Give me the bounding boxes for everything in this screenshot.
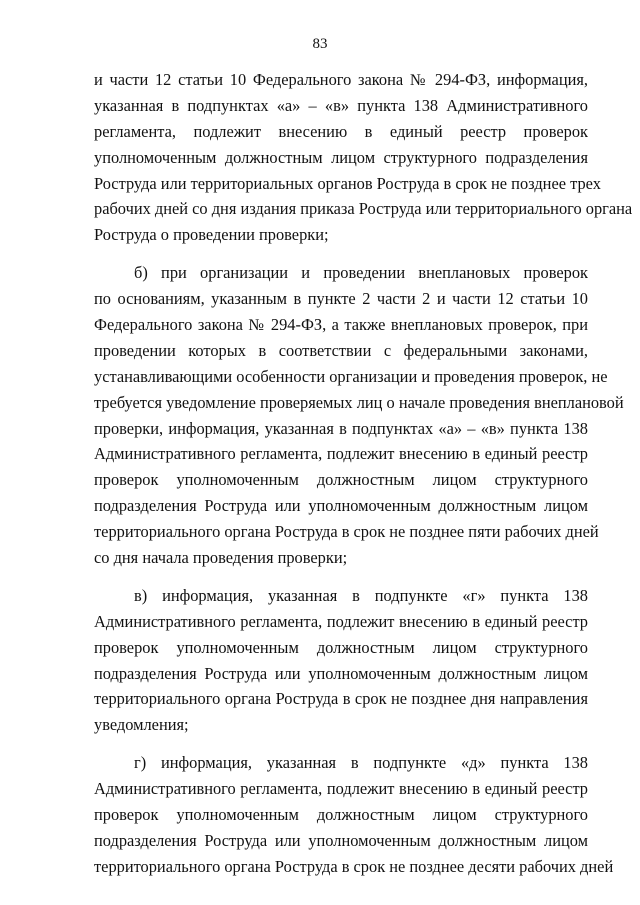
text-line: Административного регламента, подлежит внесению в единый реестр — [94, 779, 588, 799]
text-line: уведомления; — [94, 715, 189, 735]
document-body — [94, 67, 633, 880]
text-line: и части 12 статьи 10 Федерального закона № 294-ФЗ, информация, — [94, 70, 588, 89]
text-line: со дня начала проведения проверки; — [94, 548, 348, 568]
text-line: территориального органа Роструда в срок не позднее десяти рабочих дней — [94, 856, 614, 876]
paragraph-b — [94, 260, 624, 571]
text-line: подразделения Роструда или уполномоченным должностным лицом — [94, 496, 588, 516]
paragraph-g — [94, 750, 614, 879]
text-line: по основаниям, указанным в пункте 2 части 2 и части 12 статьи 10 — [94, 289, 588, 309]
text-line: проведении которых в соответствии с федеральными законами, — [94, 340, 588, 360]
text-line: указанная в подпунктах «а» – «в» пункта 138 Административного — [94, 95, 588, 115]
text-line: подразделения Роструда или уполномоченным должностным лицом — [94, 663, 588, 683]
text-line: проверки, информация, указанная в подпунктах «а» – «в» пункта 138 — [94, 418, 588, 438]
text-line: регламента, подлежит внесению в единый реестр проверок — [94, 121, 588, 141]
paragraph-continuation — [94, 67, 633, 248]
paragraph-gap — [94, 571, 588, 583]
paragraph-gap — [94, 738, 588, 750]
text-line: устанавливающими особенности организации и проведения проверок, не — [94, 366, 608, 386]
text-line: Роструда или территориальных органов Роструда в срок не позднее трех — [94, 173, 601, 193]
text-line: требуется уведомление проверяемых лиц о начале проведения внеплановой — [94, 392, 624, 412]
text-line: Федерального закона № 294-ФЗ, а также внеплановых проверок, при — [94, 315, 588, 335]
text-line: территориального органа Роструда в срок не позднее дня направления — [94, 689, 588, 709]
text-line: проверок уполномоченным должностным лицом структурного — [94, 805, 588, 825]
text-line: проверок уполномоченным должностным лицом структурного — [94, 637, 588, 657]
text-line: Административного регламента, подлежит внесению в единый реестр — [94, 611, 588, 631]
text-line: уполномоченным должностным лицом структурного подразделения — [94, 147, 588, 167]
text-line: Административного регламента, подлежит внесению в единый реестр — [94, 444, 588, 464]
text-line: рабочих дней со дня издания приказа Роструда или территориального органа — [94, 199, 633, 219]
paragraph-v — [94, 583, 588, 738]
text-line: Роструда о проведении проверки; — [94, 225, 329, 245]
text-line: в) информация, указанная в подпункте «г» пункта 138 — [134, 585, 588, 605]
paragraph-gap — [94, 248, 588, 260]
text-line: б) при организации и проведении внеплановых проверок — [134, 263, 588, 283]
page-number: 83 — [312, 36, 328, 52]
text-line: г) информация, указанная в подпункте «д» пункта 138 — [134, 753, 588, 773]
text-line: территориального органа Роструда в срок не позднее пяти рабочих дней — [94, 522, 599, 542]
text-line: подразделения Роструда или уполномоченным должностным лицом — [94, 830, 588, 850]
text-line: проверок уполномоченным должностным лицом структурного — [94, 470, 588, 490]
